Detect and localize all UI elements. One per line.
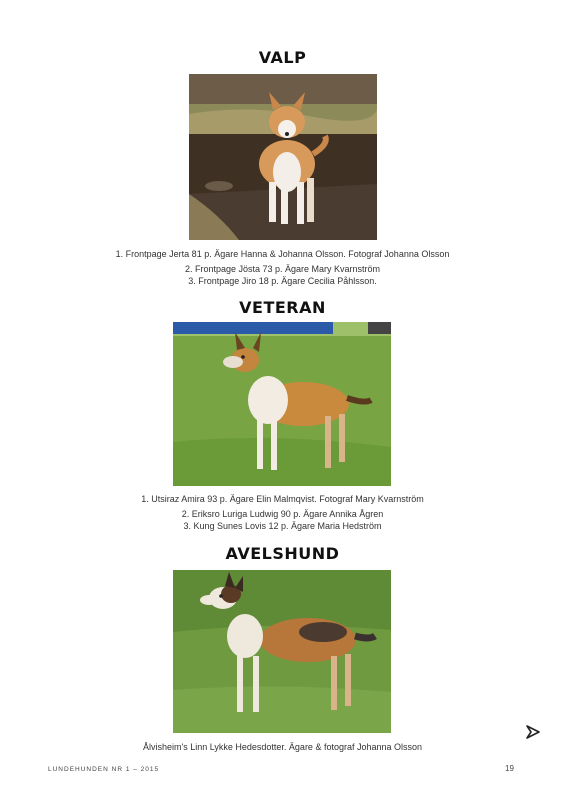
section-heading-avelshund: AVELSHUND (225, 544, 340, 563)
caption-avelshund-1: Ålvisheim's Linn Lykke Hedesdotter. Ägare & fotograf Johanna Olsson (142, 742, 423, 752)
caption-veteran-2: 2. Eriksro Luriga Ludwig 90 p. Ägare Annika Ågren (181, 509, 384, 519)
footer-publication: LUNDEHUNDEN NR 1 – 2015 (48, 766, 160, 773)
caption-valp-3: 3. Frontpage Jiro 18 p. Ägare Cecilia Påhlsson. (188, 276, 377, 286)
caption-valp-1: 1. Frontpage Jerta 81 p. Ägare Hanna & Johanna Olsson. Fotograf Johanna Olsson (115, 249, 450, 259)
next-page-arrow-icon[interactable] (525, 724, 541, 740)
section-heading-veteran: VETERAN (239, 298, 326, 317)
puppy-photo (189, 74, 377, 240)
veteran-dog-photo (173, 322, 391, 486)
caption-veteran-1: 1. Utsiraz Amira 93 p. Ägare Elin Malmqvist. Fotograf Mary Kvarnström (141, 494, 424, 504)
caption-veteran-3: 3. Kung Sunes Lovis 12 p. Ägare Maria Hedström (183, 521, 382, 531)
caption-valp-2: 2. Frontpage Jösta 73 p. Ägare Mary Kvarnström (184, 264, 381, 274)
section-heading-valp: VALP (258, 48, 307, 67)
page-number: 19 (505, 764, 514, 773)
breeding-dog-photo (173, 570, 391, 733)
